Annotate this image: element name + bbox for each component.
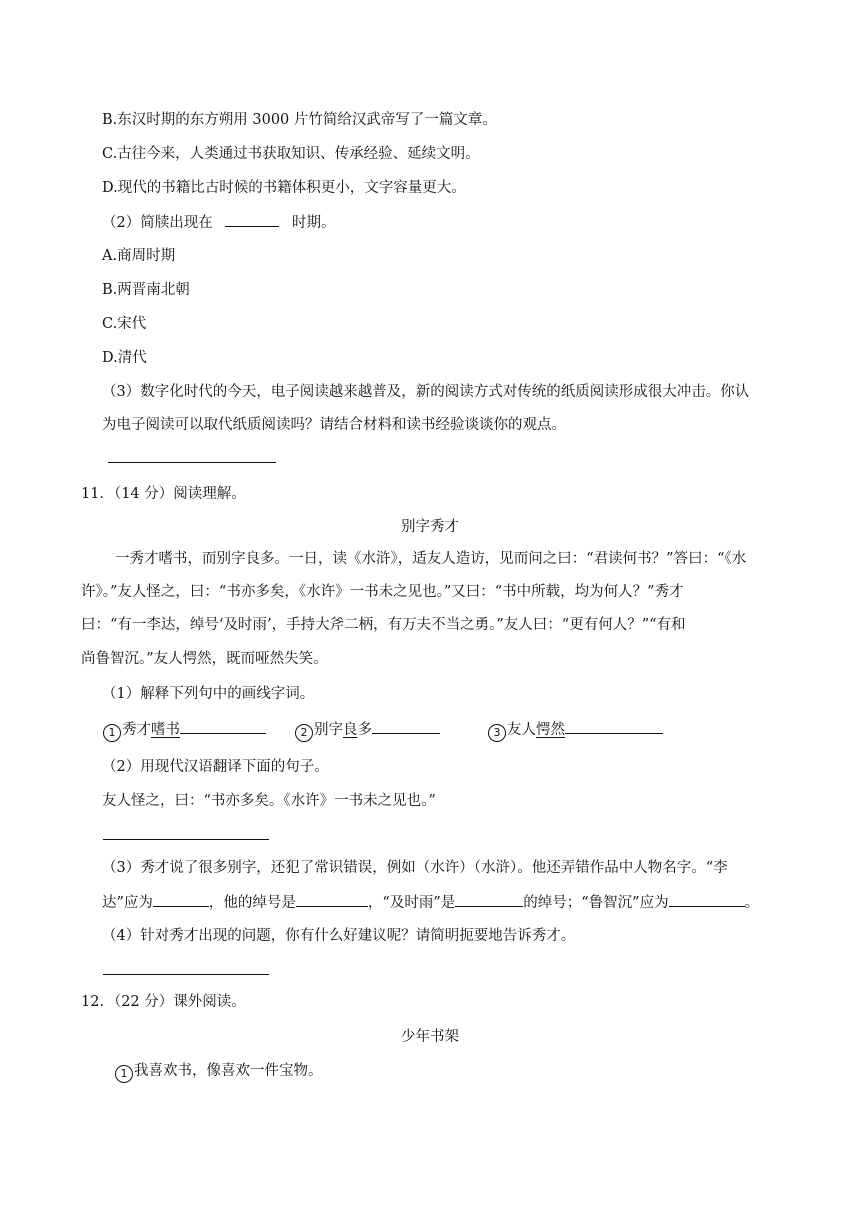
q10-sub2-option-a: A.商周时期	[102, 248, 176, 264]
q11-passage-line1: 一秀才嗜书，而别字良多。一日，读《水浒》，适友人造访，见而问之曰：“君读何书？”答曰：“《水	[115, 551, 747, 567]
q10-sub2-option-b: B.两晋南北朝	[102, 282, 190, 298]
q10-sub2-blank[interactable]	[225, 212, 279, 227]
q10-option-b: B.东汉时期的东方朔用 3000 片竹简给汉武帝写了一篇文章。	[102, 112, 497, 128]
q11-sub3-line2: 达”应为 ，他的绰号是 ，“及时雨”是 的绰号；“鲁智沉”应为 。	[102, 892, 759, 913]
circled-number: 1	[115, 1065, 133, 1083]
q10-sub3-line2: 为电子阅读可以取代纸质阅读吗？请结合材料和读书经验谈谈你的观点。	[102, 417, 566, 433]
q10-sub2-suffix: 时期。	[291, 215, 336, 231]
underlined-word: 良	[343, 722, 358, 738]
q11-sub2-sentence: 友人怪之，曰：“书亦多矣。《水许》一书未之见也。”	[102, 793, 436, 809]
q11-sub1: （1）解释下列句中的画线字词。	[102, 686, 315, 702]
q10-sub3-answer-line[interactable]	[108, 462, 276, 463]
q11-passage-line4: 尚鲁智沉。”友人愕然，既而哑然失笑。	[81, 651, 328, 667]
q11-sub4-answer-line[interactable]	[103, 974, 269, 975]
q11-item1-blank[interactable]	[180, 719, 266, 734]
circled-number: 2	[295, 724, 313, 742]
q10-sub2-prompt: （2）简牍出现在	[102, 215, 213, 231]
q12-paragraph1: 1 我喜欢书，像喜欢一件宝物。	[115, 1061, 323, 1083]
q11-sub4: （4）针对秀才出现的问题，你有什么好建议呢？请简明扼要地告诉秀才。	[102, 928, 576, 944]
underlined-word: 嗜书	[151, 722, 180, 738]
underlined-word: 愕然	[536, 722, 565, 738]
q11-sub3-line1: （3）秀才说了很多别字，还犯了常识错误，例如（水许）（水浒）。他还弄错作品中人物名字。“李	[102, 860, 728, 876]
q11-sub3-blank4[interactable]	[669, 892, 745, 907]
q10-option-c: C.古往今来，人类通过书获取知识、传承经验、延续文明。	[102, 146, 480, 162]
q11-sub2: （2）用现代汉语翻译下面的句子。	[102, 759, 329, 775]
q11-sub3-blank3[interactable]	[455, 892, 523, 907]
q10-sub3-line1: （3）数字化时代的今天，电子阅读越来越普及，新的阅读方式对传统的纸质阅读形成很大冲击。你认	[102, 384, 750, 400]
q12-heading: 12．（22 分）课外阅读。	[81, 994, 246, 1010]
q10-sub2-option-c: C.宋代	[102, 316, 147, 332]
q11-passage-line2: 许》。”友人怪之，曰：“书亦多矣，《水许》一书未之见也。”又曰：“书中所载，均为何人？”秀才	[81, 584, 684, 600]
q11-sub1-item1: 1 秀才嗜书	[103, 719, 266, 742]
circled-number: 1	[103, 724, 121, 742]
q11-passage-title: 别字秀才	[401, 519, 459, 535]
q11-passage-line3: 曰：“有一李达，绰号‘及时雨’，手持大斧二柄，有万夫不当之勇。”友人曰：“更有何人？”“有和	[81, 617, 686, 633]
q11-heading: 11．（14 分）阅读理解。	[81, 486, 246, 502]
q11-sub1-item3: 3 友人愕然	[488, 719, 663, 742]
q11-sub2-answer-line[interactable]	[103, 839, 269, 840]
q11-item3-blank[interactable]	[565, 719, 663, 734]
q10-sub2-option-d: D.清代	[102, 350, 147, 366]
q11-sub1-item2: 2 别字良多	[295, 719, 440, 742]
q11-item2-blank[interactable]	[372, 719, 440, 734]
q12-passage-title: 少年书架	[401, 1029, 459, 1045]
q11-sub3-blank2[interactable]	[296, 892, 368, 907]
q10-option-d: D.现代的书籍比古时候的书籍体积更小，文字容量更大。	[102, 180, 466, 196]
q11-sub3-blank1[interactable]	[153, 892, 209, 907]
circled-number: 3	[488, 724, 506, 742]
q10-sub2	[102, 212, 335, 233]
